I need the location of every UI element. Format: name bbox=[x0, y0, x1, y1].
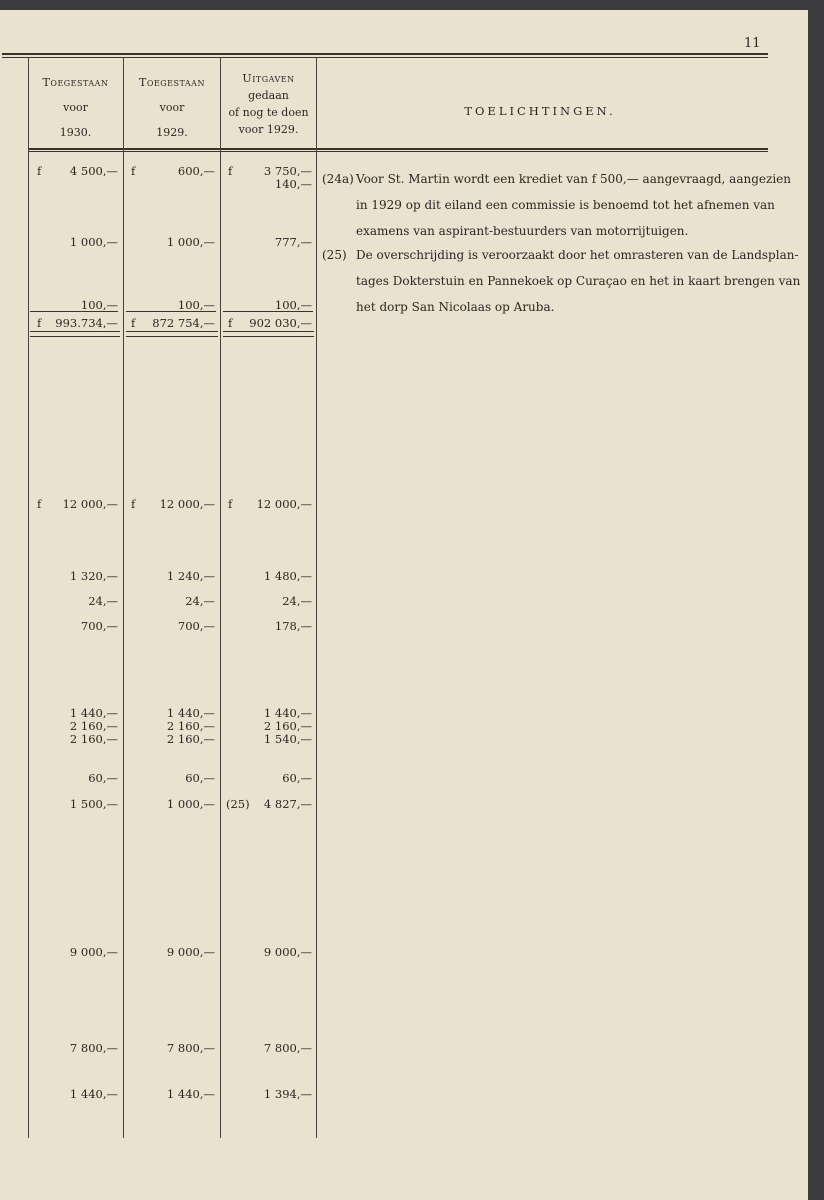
top-rule bbox=[2, 53, 768, 55]
amount-cell: 1 440,— bbox=[263, 706, 312, 720]
note-text-line: in 1929 op dit eiland een commissie is benoemd tot het afnemen van bbox=[356, 198, 775, 212]
amount-cell: 9 000,— bbox=[263, 945, 312, 959]
amount-cell: 60,— bbox=[282, 771, 312, 785]
header-col1 bbox=[28, 70, 123, 145]
amount-cell: 1 000,— bbox=[166, 797, 215, 811]
header-col3-line3: of nog te doen bbox=[228, 106, 309, 119]
header-col3-title: Uitgaven bbox=[242, 72, 295, 85]
amount-cell: 24,— bbox=[185, 594, 215, 608]
amount-cell: 9 000,— bbox=[69, 945, 118, 959]
amount-cell: 3 750,— bbox=[263, 164, 312, 178]
amount-cell: 1 440,— bbox=[69, 706, 118, 720]
currency-symbol: f bbox=[131, 164, 136, 178]
amount-cell: 12 000,— bbox=[62, 497, 118, 511]
header-col3-year: voor 1929. bbox=[238, 123, 299, 136]
note-text-line: De overschrijding is veroorzaakt door het omrasteren van de Landsplan- bbox=[356, 248, 799, 262]
amount-cell: 12 000,— bbox=[159, 497, 215, 511]
column-divider-2 bbox=[220, 58, 221, 1138]
currency-symbol: f bbox=[228, 164, 233, 178]
amount-cell: 1 540,— bbox=[263, 732, 312, 746]
currency-symbol: f bbox=[37, 164, 42, 178]
top-rule-thin bbox=[2, 57, 768, 58]
amount-cell: 993.734,— bbox=[55, 316, 118, 330]
amount-cell: 1 000,— bbox=[166, 235, 215, 249]
note-reference: (25) bbox=[226, 797, 250, 811]
amount-cell: 4 500,— bbox=[69, 164, 118, 178]
amount-cell: 902 030,— bbox=[249, 316, 312, 330]
amount-cell: 2 160,— bbox=[69, 732, 118, 746]
header-notes: TOELICHTINGEN. bbox=[464, 104, 616, 118]
total-rule-col1 bbox=[30, 331, 120, 337]
note-reference: (24a) bbox=[322, 172, 354, 186]
amount-cell: 100,— bbox=[274, 298, 312, 312]
header-rule-thin bbox=[28, 151, 768, 152]
amount-cell: 1 440,— bbox=[166, 706, 215, 720]
amount-cell: 100,— bbox=[80, 298, 118, 312]
header-col2-title: Toegestaan bbox=[139, 76, 205, 89]
amount-cell: 872 754,— bbox=[152, 316, 215, 330]
amount-cell: 2 160,— bbox=[263, 719, 312, 733]
header-col1-voor: voor bbox=[63, 101, 88, 114]
currency-symbol: f bbox=[131, 497, 136, 511]
header-col2-year: 1929. bbox=[156, 126, 188, 139]
note-reference: (25) bbox=[322, 248, 347, 262]
amount-cell: 60,— bbox=[185, 771, 215, 785]
column-divider-1 bbox=[123, 58, 124, 1138]
amount-cell: 2 160,— bbox=[166, 719, 215, 733]
amount-cell: 60,— bbox=[88, 771, 118, 785]
amount-cell: 178,— bbox=[274, 619, 312, 633]
total-rule-col2 bbox=[126, 331, 218, 337]
amount-cell: 1 440,— bbox=[166, 1087, 215, 1101]
amount-cell: 1 394,— bbox=[263, 1087, 312, 1101]
amount-cell: 1 440,— bbox=[69, 1087, 118, 1101]
amount-cell: 600,— bbox=[177, 164, 215, 178]
amount-cell: 12 000,— bbox=[256, 497, 312, 511]
total-rule-col3 bbox=[223, 331, 314, 337]
amount-cell: 100,— bbox=[177, 298, 215, 312]
note-text-line: Voor St. Martin wordt een krediet van f 500,— aangevraagd, aangezien bbox=[356, 172, 791, 186]
amount-cell: 2 160,— bbox=[166, 732, 215, 746]
page-number: 11 bbox=[744, 36, 761, 51]
note-text-line: examens van aspirant-bestuurders van motorrijtuigen. bbox=[356, 224, 689, 238]
currency-symbol: f bbox=[228, 316, 233, 330]
amount-cell: 1 000,— bbox=[69, 235, 118, 249]
currency-symbol: f bbox=[37, 316, 42, 330]
amount-cell: 700,— bbox=[177, 619, 215, 633]
amount-cell: 7 800,— bbox=[263, 1041, 312, 1055]
amount-cell: 7 800,— bbox=[69, 1041, 118, 1055]
currency-symbol: f bbox=[228, 497, 233, 511]
header-rule bbox=[28, 148, 768, 150]
amount-cell: 1 500,— bbox=[69, 797, 118, 811]
amount-cell: 9 000,— bbox=[166, 945, 215, 959]
header-col3-gedaan: gedaan bbox=[248, 89, 289, 102]
document-page bbox=[0, 10, 808, 1200]
note-text-line: tages Dokterstuin en Pannekoek op Curaçao en het in kaart brengen van bbox=[356, 274, 801, 288]
header-col1-year: 1930. bbox=[59, 126, 92, 139]
amount-cell: 7 800,— bbox=[166, 1041, 215, 1055]
header-col2 bbox=[124, 70, 220, 145]
currency-symbol: f bbox=[131, 316, 136, 330]
amount-cell: 1 480,— bbox=[263, 569, 312, 583]
column-divider-3 bbox=[316, 58, 317, 1138]
amount-cell: 777,— bbox=[274, 235, 312, 249]
amount-cell: 24,— bbox=[282, 594, 312, 608]
amount-cell: 140,— bbox=[274, 177, 312, 191]
currency-symbol: f bbox=[37, 497, 42, 511]
amount-cell: 700,— bbox=[80, 619, 118, 633]
header-col2-voor: voor bbox=[159, 101, 185, 114]
amount-cell: 1 240,— bbox=[166, 569, 215, 583]
header-col3 bbox=[221, 70, 316, 138]
amount-cell: 4 827,— bbox=[263, 797, 312, 811]
header-col1-title: Toegestaan bbox=[42, 76, 109, 89]
amount-cell: 2 160,— bbox=[69, 719, 118, 733]
amount-cell: 1 320,— bbox=[69, 569, 118, 583]
note-text-line: het dorp San Nicolaas op Aruba. bbox=[356, 300, 555, 314]
amount-cell: 24,— bbox=[88, 594, 118, 608]
